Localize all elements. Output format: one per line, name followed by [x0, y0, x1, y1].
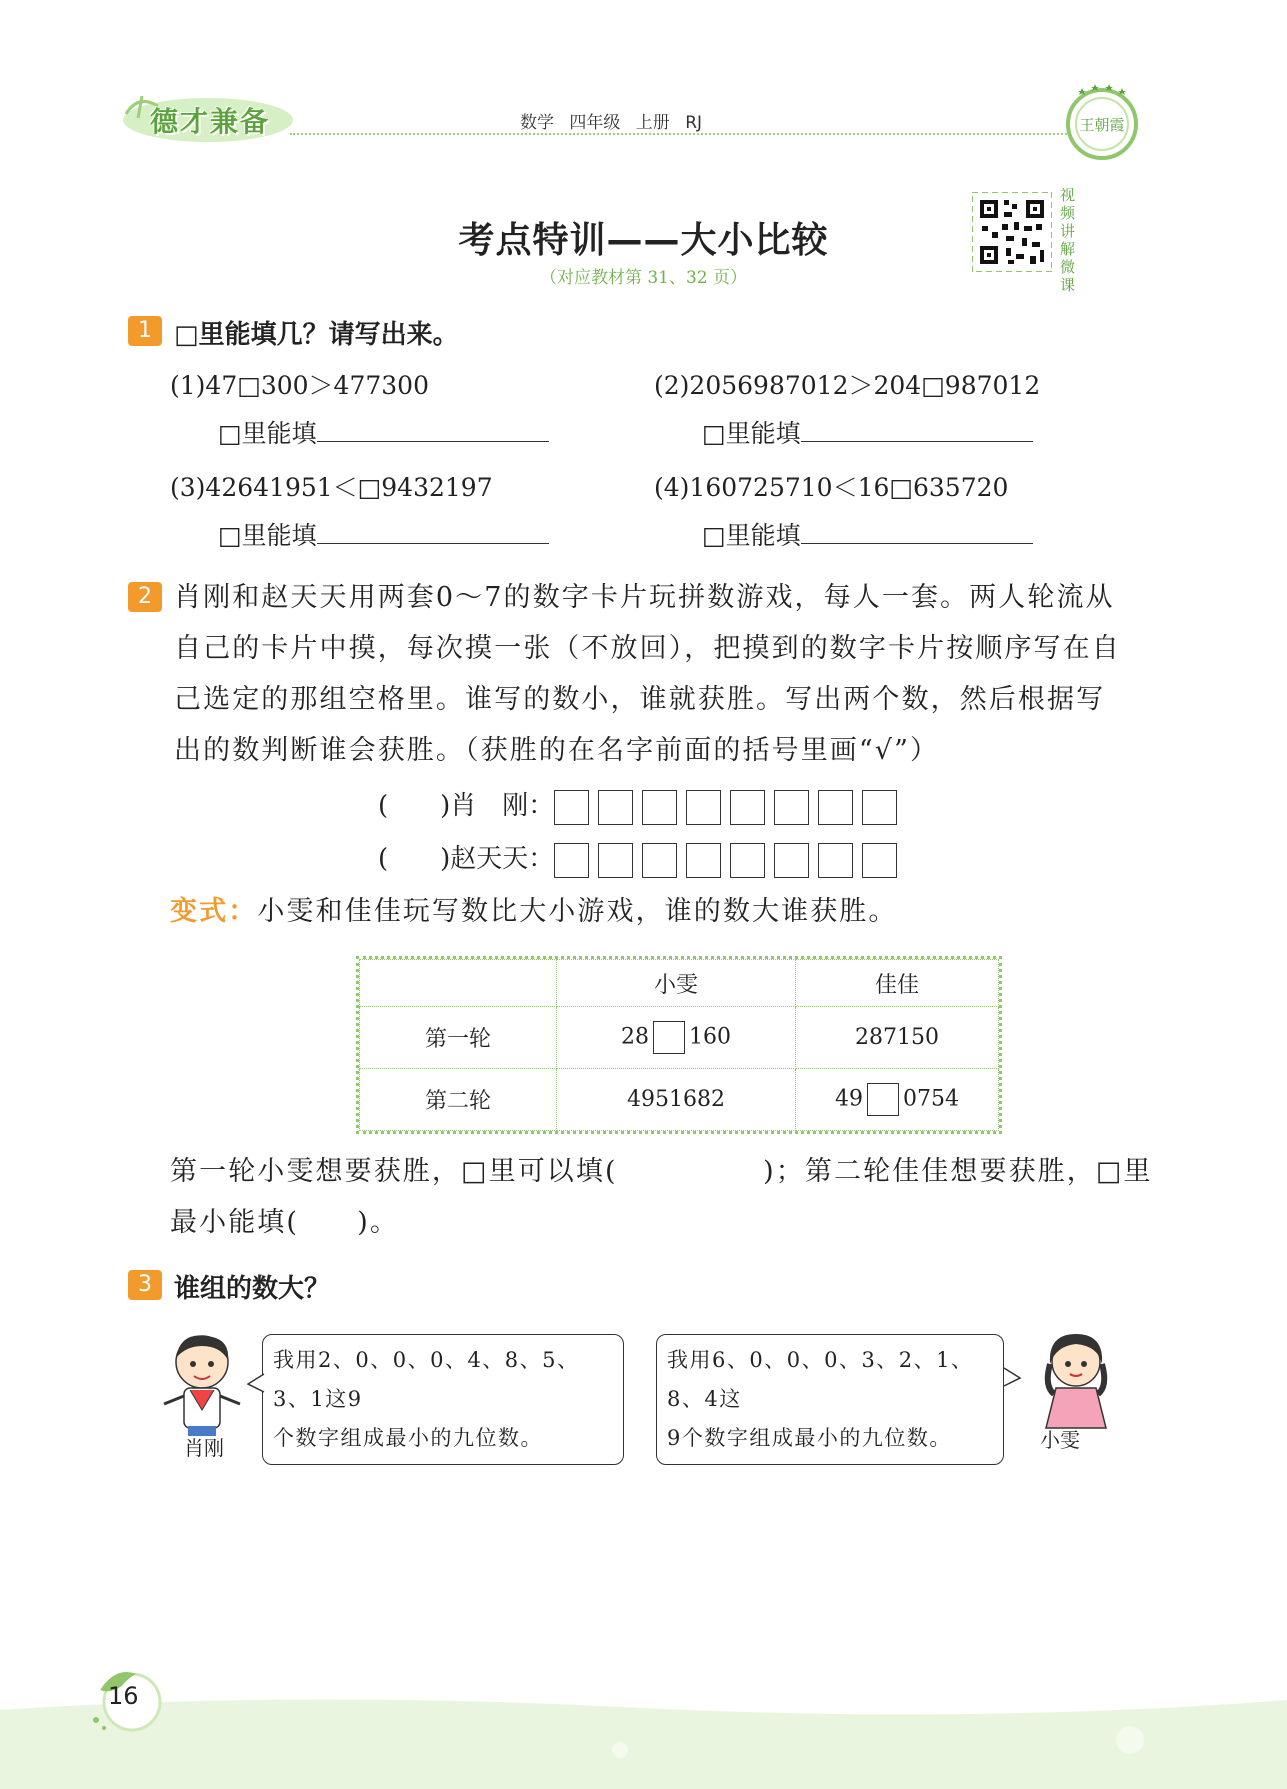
variant-question [170, 1146, 1153, 1248]
player-name: 赵天天： [450, 844, 555, 874]
question-1-prompt: □里能填几？请写出来。 [174, 320, 459, 350]
text-line: 己选定的那组空格里。谁写的数小，谁就获胜。写出两个数，然后根据写 [174, 684, 1106, 715]
logo-text: 德才兼备 [150, 105, 271, 138]
author-seal [1062, 78, 1142, 162]
table-header-jiajia: 佳佳 [796, 960, 999, 1007]
fill-box[interactable] [653, 1021, 685, 1054]
digit-cell[interactable] [554, 843, 589, 878]
page-subtitle: （对应教材第 31、32 页） [539, 268, 748, 288]
bubble-tail-right [1002, 1366, 1022, 1390]
digit-cell[interactable] [730, 843, 765, 878]
question-3-prompt: 谁组的数大？ [174, 1274, 331, 1304]
answer-label: □里能填 [218, 419, 317, 448]
bubble-line: 个数字组成最小的九位数。 [273, 1426, 543, 1450]
fill-box[interactable] [867, 1083, 899, 1116]
book-info: 数学 四年级 上册 RJ [520, 113, 703, 133]
page-title: 考点特训——大小比较 [458, 220, 829, 261]
svg-text:王朝霞: 王朝霞 [1079, 116, 1125, 134]
table-header-empty [360, 960, 557, 1007]
check-parenthesis[interactable]: ( ) [378, 844, 451, 874]
player-row-xiaogang [378, 785, 906, 825]
header-divider [290, 133, 1070, 135]
text-line: 肖刚和赵天天用两套0～7的数字卡片玩拼数游戏，每人一套。两人轮流从 [174, 582, 1115, 613]
digit-cell[interactable] [862, 843, 897, 878]
table-cell: 4951682 [557, 1069, 796, 1131]
boy-illustration [150, 1330, 250, 1440]
q1-item-3-expression: (3)42641951＜□9432197 [170, 473, 493, 502]
q1-item-4-answer [702, 516, 1033, 552]
question-number-3: 3 [128, 1270, 162, 1300]
qr-code-icon[interactable] [972, 192, 1052, 272]
answer-blank[interactable] [317, 523, 549, 544]
bubble-line: 9个数字组成最小的九位数。 [667, 1426, 952, 1450]
q1-item-3-answer [218, 516, 549, 552]
text-line: 自己的卡片中摸，每次摸一张（不放回），把摸到的数字卡片按顺序写在自 [174, 633, 1121, 664]
digit-cell[interactable] [686, 790, 721, 825]
answer-label: □里能填 [702, 521, 801, 550]
text-line: 最小能填( )。 [170, 1207, 399, 1238]
variant-label: 变式： [170, 896, 258, 927]
answer-blank[interactable] [801, 523, 1033, 544]
speech-bubble-right [656, 1334, 1004, 1465]
bubble-tail-left [246, 1372, 266, 1396]
table-cell: 287150 [796, 1007, 999, 1069]
q1-item-1-expression: (1)47□300＞477300 [170, 371, 429, 400]
qr-label: 视频讲解微课 [1060, 186, 1076, 294]
digits: 28 [621, 1024, 649, 1050]
q1-item-2-expression: (2)2056987012＞204□987012 [654, 371, 1041, 400]
digits: 49 [835, 1086, 863, 1112]
girl-illustration [1026, 1328, 1126, 1438]
girl-name: 小雯 [1040, 1428, 1080, 1452]
player-name: 肖 刚： [450, 791, 555, 821]
question-2-text [174, 572, 1134, 776]
answer-label: □里能填 [218, 521, 317, 550]
table-row-label: 第一轮 [360, 1007, 557, 1069]
digit-cell[interactable] [598, 843, 633, 878]
digit-cell[interactable] [818, 790, 853, 825]
q1-item-1-answer [218, 414, 549, 450]
question-number-2: 2 [128, 582, 162, 612]
speech-bubble-left [262, 1334, 624, 1465]
q1-item-4-expression: (4)160725710＜16□635720 [654, 473, 1009, 502]
digit-cell[interactable] [730, 790, 765, 825]
bubble-line: 我用6、0、0、0、3、2、1、8、4这 [667, 1348, 974, 1411]
digit-cell[interactable] [642, 790, 677, 825]
digit-cells [554, 843, 906, 878]
text-line: 出的数判断谁会获胜。（获胜的在名字前面的括号里画“√”） [174, 735, 940, 766]
footer-decoration [0, 1680, 1287, 1789]
text-line: 第一轮小雯想要获胜，□里可以填( )；第二轮佳佳想要获胜，□里 [170, 1156, 1153, 1187]
variant-text: 小雯和佳佳玩写数比大小游戏，谁的数大谁获胜。 [257, 896, 898, 927]
answer-label: □里能填 [702, 419, 801, 448]
answer-blank[interactable] [801, 421, 1033, 442]
table-row-label: 第二轮 [360, 1069, 557, 1131]
digit-cells [554, 790, 906, 825]
boy-name: 肖刚 [184, 1436, 224, 1460]
digit-cell[interactable] [686, 843, 721, 878]
variant-line [170, 886, 898, 937]
digit-cell[interactable] [818, 843, 853, 878]
table-cell [557, 1007, 796, 1069]
table-cell [796, 1069, 999, 1131]
digit-cell[interactable] [554, 790, 589, 825]
digit-cell[interactable] [642, 843, 677, 878]
answer-blank[interactable] [317, 421, 549, 442]
page-number: 16 [108, 1682, 139, 1710]
digit-cell[interactable] [774, 843, 809, 878]
q1-item-2-answer [702, 414, 1033, 450]
player-row-zhaotiantian [378, 838, 906, 878]
table-header-xiaowen: 小雯 [557, 960, 796, 1007]
digit-cell[interactable] [774, 790, 809, 825]
digits: 0754 [903, 1086, 959, 1112]
question-number-1: 1 [128, 316, 162, 346]
bubble-line: 我用2、0、0、0、4、8、5、3、1这9 [273, 1348, 580, 1411]
score-table [356, 956, 1002, 1134]
check-parenthesis[interactable]: ( ) [378, 791, 451, 821]
digits: 160 [689, 1024, 731, 1050]
digit-cell[interactable] [598, 790, 633, 825]
digit-cell[interactable] [862, 790, 897, 825]
